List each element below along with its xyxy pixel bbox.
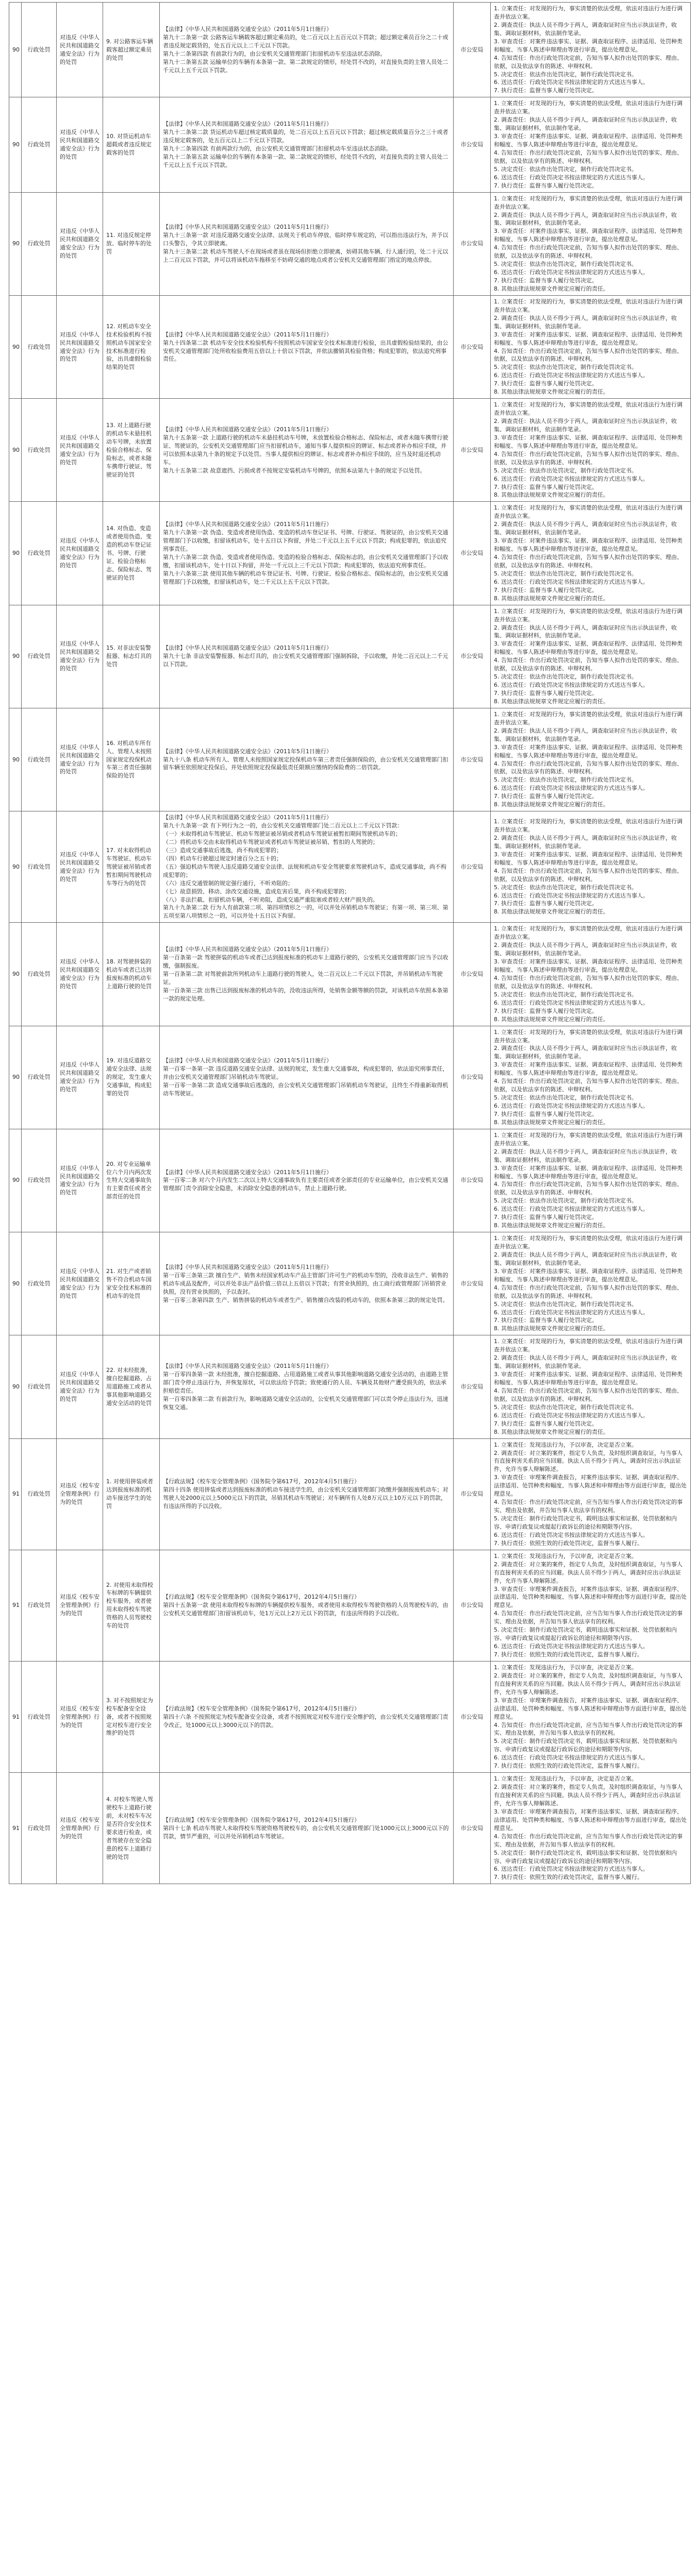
responsible-department: 市公安局 [454, 1438, 491, 1550]
legal-basis: 【法律】《中华人民共和国道路交通安全法》（2011年5月1日施行） 第九十六条第一款 伪造、变造或者使用伪造、变造的机动车登记证书、号牌、行驶证、驾驶证的，由公安机关交通管理部门予以收缴，扣留该机动车，处十五日以下拘留，并处二千元以上五千元以下罚款；构成犯罪的，依法追究刑事责任。 第九十六条第二款 伪造、变造或者使用伪造、变造的检验合格标志、保险标志的，由公安机关交通管理部门予以收缴，扣留该机动车，处十日以下拘留，并处一千元以上三千元以下罚款；构成犯罪的，依法追究刑事责任。 第九十六条第三款 使用其他车辆的机动车登记证书、号牌、行驶证、检验合格标志、保险标志的，由公安机关交通管理部门予以收缴，扣留该机动车，处二千元以上五千元以下罚款。 [160, 502, 454, 605]
legal-basis: 【法律】《中华人民共和国道路交通安全法》（2011年5月1日施行） 第一百零一条第一款 违反道路交通安全法律、法规的规定，发生重大交通事故，构成犯罪的，依法追究刑事责任，并由公安机关交通管理部门吊销机动车驾驶证。 第一百零一条第二款 造成交通事故后逃逸的，由公安机关交通管理部门吊销机动车驾驶证，且终生不得重新取得机动车驾驶证。 [160, 1026, 454, 1129]
table-row [9, 3, 691, 97]
power-name: 对违反《校车安全管理条例》行为的处罚 [57, 1773, 103, 1884]
row-number: 90 [9, 811, 22, 923]
table-row [9, 295, 691, 398]
row-number: 90 [9, 399, 22, 502]
row-number: 91 [9, 1550, 22, 1661]
sub-item: 19. 对违反道路交通安全法律、法规的规定，发生重大交通事故，构成犯罪的处罚 [103, 1026, 160, 1129]
row-number: 90 [9, 1129, 22, 1232]
table-row [9, 605, 691, 708]
sub-item: 13. 对上道路行驶的机动车未悬挂机动车号牌，未放置检验合格标志、保险标志，或者未随车携带行驶证、驾驶证的处罚 [103, 399, 160, 502]
power-type: 行政处罚 [22, 1661, 57, 1772]
duty-items: 1. 立案责任：对发现的行为，事实清楚的依法受理，依法对违法行为进行调查并依法立案。 2. 调查责任：执法人员不得少于两人，调查取证时应当出示执法证件，收集、调取证据材料，依法制作笔录。 3. 审查责任：对案件违法事实、证据、调查取证程序、法律适用、处罚种类和幅度、当事人陈述申辩理由等进行审查，提出处理意见。 4. 告知责任：作出行政处罚决定前，告知当事人拟作出处罚的事实、理由、依据，以及依法享有的陈述、申辩权利。 5. 决定责任：依法作出处罚决定，制作行政处罚决定书。 6. 送达责任：行政处罚决定书按法律规定的方式送达当事人。 7. 执行责任：监督当事人履行处罚决定。 8. 其他法律法规规章文件规定应履行的责任。 [491, 605, 691, 708]
duty-items: 1. 立案责任：发现违法行为，予以审查，决定是否立案。 2. 调查责任：对立案的案件，指定专人负责，及时组织调查取证，与当事人有直接利害关系的应当回避。执法人员不得少于两人，调查时应出示执法证件，允许当事人辩解陈述。 3. 审查责任：审理案件调查报告，对案件违法事实、证据、调查取证程序、法律适用、处罚种类和幅度、当事人陈述和申辩理由等方面进行审查，提出处理意见。 4. 告知责任：作出行政处罚决定前，应当告知当事人作出行政处罚决定的事实、理由及依据，并告知当事人依法享有的权利。 5. 决定责任：制作行政处罚决定书，载明违法事实和证据、处罚依据和内容、申请行政复议或提起行政诉讼的途径和期限等内容。 6. 送达责任：行政处罚决定书按法律规定的方式送达当事人。 7. 执行责任：依照生效的行政处罚决定，监督当事人履行。 [491, 1550, 691, 1661]
responsible-department: 市公安局 [454, 3, 491, 97]
power-name: 对违反《中华人民共和国道路交通安全法》行为的处罚 [57, 1129, 103, 1232]
power-name: 对违反《中华人民共和国道路交通安全法》行为的处罚 [57, 708, 103, 811]
legal-basis: 【行政法规】《校车安全管理条例》（国务院令第617号，2012年4月5日施行） 第四十七条 机动车驾驶人未取得校车驾驶资格驾驶校车的，由公安机关交通管理部门处1000元以上3000元以下的罚款，情节严重的，可以并处吊销机动车驾驶证。 [160, 1773, 454, 1884]
power-type: 行政处罚 [22, 3, 57, 97]
power-name: 对违反《中华人民共和国道路交通安全法》行为的处罚 [57, 97, 103, 192]
duty-items: 1. 立案责任：对发现的行为，事实清楚的依法受理，依法对违法行为进行调查并依法立案。 2. 调查责任：执法人员不得少于两人，调查取证时应当出示执法证件，收集、调取证据材料，依法制作笔录。 3. 审查责任：对案件违法事实、证据、调查取证程序、法律适用、处罚种类和幅度、当事人陈述申辩理由等进行审查，提出处理意见。 4. 告知责任：作出行政处罚决定前，告知当事人拟作出处罚的事实、理由、依据，以及依法享有的陈述、申辩权利。 5. 决定责任：依法作出处罚决定，制作行政处罚决定书。 6. 送达责任：行政处罚决定书按法律规定的方式送达当事人。 7. 执行责任：监督当事人履行处罚决定。 8. 其他法律法规规章文件规定应履行的责任。 [491, 1129, 691, 1232]
sub-item: 21. 对生产或者销售不符合机动车国家安全技术标准的机动车的处罚 [103, 1232, 160, 1335]
power-type: 行政处罚 [22, 295, 57, 398]
legal-basis: 【法律】《中华人民共和国道路交通安全法》（2011年5月1日施行） 第九十三条第一款 对违反道路交通安全法律、法规关于机动车停放、临时停车规定的，可以指出违法行为，并予以口头警告，令其立即驶离。 第九十三条第二款 机动车驾驶人不在现场或者虽在现场但拒绝立即驶离，妨碍其他车辆、行人通行的，处二十元以上二百元以下罚款，并可以将该机动车拖移至不妨碍交通的地点或者公安机关交通管理部门指定的地点停放。 [160, 192, 454, 295]
row-number: 90 [9, 923, 22, 1026]
duty-items: 1. 立案责任：对发现的行为，事实清楚的依法受理，依法对违法行为进行调查并依法立案。 2. 调查责任：执法人员不得少于两人，调查取证时应当出示执法证件，收集、调取证据材料，依法制作笔录。 3. 审查责任：对案件违法事实、证据、调查取证程序、法律适用、处罚种类和幅度、当事人陈述申辩理由等进行审查，提出处理意见。 4. 告知责任：作出行政处罚决定前，告知当事人拟作出处罚的事实、理由、依据，以及依法享有的陈述、申辩权利。 5. 决定责任：依法作出处罚决定，制作行政处罚决定书。 6. 送达责任：行政处罚决定书按法律规定的方式送达当事人。 7. 执行责任：监督当事人履行处罚决定。 8. 其他法律法规规章文件规定应履行的责任。 [491, 295, 691, 398]
row-number: 90 [9, 3, 22, 97]
sub-item: 3. 对不按照规定为校车配备安全设备，或者不按照规定对校车进行安全维护的处罚 [103, 1661, 160, 1772]
duty-items: 1. 立案责任：对发现的行为，事实清楚的依法受理，依法对违法行为进行调查并依法立案。 2. 调查责任：执法人员不得少于两人，调查取证时应当出示执法证件，收集、调取证据材料，依法制作笔录。 3. 审查责任：对案件违法事实、证据、调查取证程序、法律适用、处罚种类和幅度、当事人陈述申辩理由等进行审查，提出处理意见。 4. 告知责任：作出行政处罚决定前，告知当事人拟作出处罚的事实、理由、依据，以及依法享有的陈述、申辩权利。 5. 决定责任：依法作出处罚决定，制作行政处罚决定书。 6. 送达责任：行政处罚决定书按法律规定的方式送达当事人。 7. 执行责任：监督当事人履行处罚决定。 8. 其他法律法规规章文件规定应履行的责任。 [491, 1026, 691, 1129]
responsible-department: 市公安局 [454, 502, 491, 605]
duty-items: 1. 立案责任：发现违法行为，予以审查，决定是否立案。 2. 调查责任：对立案的案件，指定专人负责，及时组织调查取证，与当事人有直接利害关系的应当回避。执法人员不得少于两人，调查时应出示执法证件，允许当事人辩解陈述。 3. 审查责任：审理案件调查报告，对案件违法事实、证据、调查取证程序、法律适用、处罚种类和幅度、当事人陈述和申辩理由等方面进行审查，提出处理意见。 4. 告知责任：作出行政处罚决定前，应当告知当事人作出行政处罚决定的事实、理由及依据，并告知当事人依法享有的权利。 5. 决定责任：制作行政处罚决定书，载明违法事实和证据、处罚依据和内容、申请行政复议或提起行政诉讼的途径和期限等内容。 6. 送达责任：行政处罚决定书按法律规定的方式送达当事人。 7. 执行责任：依照生效的行政处罚决定，监督当事人履行。 [491, 1438, 691, 1550]
legal-basis: 【法律】《中华人民共和国道路交通安全法》（2011年5月1日施行） 第九十四条第二款 机动车安全技术检验机构不按照机动车国家安全技术标准进行检验，出具虚假检验结果的，由公安机关交通管理部门处所收检验费用五倍以上十倍以下罚款，并依法撤销其检验资格；构成犯罪的，依法追究刑事责任。 [160, 295, 454, 398]
legal-basis: 【法律】《中华人民共和国道路交通安全法》（2011年5月1日施行） 第一百零二条 对六个月内发生二次以上特大交通事故负有主要责任或者全部责任的专业运输单位，由公安机关交通管理部门责令消除安全隐患，未消除安全隐患的机动车，禁止上道路行驶。 [160, 1129, 454, 1232]
duty-items: 1. 立案责任：对发现的行为，事实清楚的依法受理，依法对违法行为进行调查并依法立案。 2. 调查责任：执法人员不得少于两人，调查取证时应当出示执法证件，收集、调取证据材料，依法制作笔录。 3. 审查责任：对案件违法事实、证据、调查取证程序、法律适用、处罚种类和幅度、当事人陈述申辩理由等进行审查，提出处理意见。 4. 告知责任：作出行政处罚决定前，告知当事人拟作出处罚的事实、理由、依据，以及依法享有的陈述、申辩权利。 5. 决定责任：依法作出处罚决定，制作行政处罚决定书。 6. 送达责任：行政处罚决定书按法律规定的方式送达当事人。 7. 执行责任：监督当事人履行处罚决定。 8. 其他法律法规规章文件规定应履行的责任。 [491, 399, 691, 502]
row-number: 90 [9, 502, 22, 605]
sub-item: 15. 对非法安装警报器、标志灯具的处罚 [103, 605, 160, 708]
responsible-department: 市公安局 [454, 1661, 491, 1772]
table-row [9, 708, 691, 811]
power-type: 行政处罚 [22, 399, 57, 502]
legal-basis: 【法律】《中华人民共和国道路交通安全法》（2011年5月1日施行） 第九十二条第一款 公路客运车辆载客超过额定乘员的，处二百元以上五百元以下罚款；超过额定乘员百分之二十或者违反规定载货的，处五百元以上二千元以下罚款。 第九十二条第四款 有前款行为的，由公安机关交通管理部门扣留机动车至违法状态消除。 第九十二条第五款 运输单位的车辆有本条第一款、第二款规定的情形，经处罚不改的，对直接负责的主管人员处二千元以上五千元以下罚款。 [160, 3, 454, 97]
responsible-department: 市公安局 [454, 605, 491, 708]
sub-item: 22. 对未经批准，擅自挖掘道路、占用道路施工或者从事其他影响道路交通安全活动的处罚 [103, 1335, 160, 1438]
legal-basis: 【法律】《中华人民共和国道路交通安全法》（2011年5月1日施行） 第九十七条 非法安装警报器、标志灯具的，由公安机关交通管理部门强制拆除，予以收缴，并处二百元以上二千元以下罚款。 [160, 605, 454, 708]
power-type: 行政处罚 [22, 708, 57, 811]
responsible-department: 市公安局 [454, 1550, 491, 1661]
table-row [9, 502, 691, 605]
power-type: 行政处罚 [22, 1026, 57, 1129]
duty-items: 1. 立案责任：对发现的行为，事实清楚的依法受理，依法对违法行为进行调查并依法立案。 2. 调查责任：执法人员不得少于两人，调查取证时应当出示执法证件，收集、调取证据材料，依法制作笔录。 3. 审查责任：对案件违法事实、证据、调查取证程序、法律适用、处罚种类和幅度、当事人陈述申辩理由等进行审查，提出处理意见。 4. 告知责任：作出行政处罚决定前，告知当事人拟作出处罚的事实、理由、依据，以及依法享有的陈述、申辩权利。 5. 决定责任：依法作出处罚决定，制作行政处罚决定书。 6. 送达责任：行政处罚决定书按法律规定的方式送达当事人。 7. 执行责任：监督当事人履行处罚决定。 8. 其他法律法规规章文件规定应履行的责任。 [491, 1335, 691, 1438]
legal-basis: 【法律】《中华人民共和国道路交通安全法》（2011年5月1日施行） 第九十五条第一款 上道路行驶的机动车未悬挂机动车号牌，未放置检验合格标志、保险标志，或者未随车携带行驶证、驾驶证的，公安机关交通管理部门应当扣留机动车，通知当事人提供相应的牌证、标志或者补办相应手续，并可以依照本法第九十条的规定予以处罚。当事人提供相应的牌证、标志或者补办相应手续的，应当及时退还机动车。 第九十五条第二款 故意遮挡、污损或者不按规定安装机动车号牌的，依照本法第九十条的规定予以处罚。 [160, 399, 454, 502]
row-number: 90 [9, 708, 22, 811]
sub-item: 12. 对机动车安全技术检验机构不按照机动车国家安全技术标准进行检验，出具虚假检验结果的处罚 [103, 295, 160, 398]
duty-items: 1. 立案责任：对发现的行为，事实清楚的依法受理，依法对违法行为进行调查并依法立案。 2. 调查责任：执法人员不得少于两人，调查取证时应当出示执法证件，收集、调取证据材料，依法制作笔录。 3. 审查责任：对案件违法事实、证据、调查取证程序、法律适用、处罚种类和幅度、当事人陈述申辩理由等进行审查，提出处理意见。 4. 告知责任：作出行政处罚决定前，告知当事人拟作出处罚的事实、理由、依据，以及依法享有的陈述、申辩权利。 5. 决定责任：依法作出处罚决定，制作行政处罚决定书。 6. 送达责任：行政处罚决定书按法律规定的方式送达当事人。 7. 执行责任：监督当事人履行处罚决定。 8. 其他法律法规规章文件规定应履行的责任。 [491, 923, 691, 1026]
power-type: 行政处罚 [22, 811, 57, 923]
power-name: 对违反《校车安全管理条例》行为的处罚 [57, 1438, 103, 1550]
table-row [9, 192, 691, 295]
power-type: 行政处罚 [22, 1773, 57, 1884]
table-row [9, 1661, 691, 1772]
power-name: 对违反《中华人民共和国道路交通安全法》行为的处罚 [57, 811, 103, 923]
table-body [9, 3, 691, 1884]
table-row [9, 1773, 691, 1884]
responsible-department: 市公安局 [454, 708, 491, 811]
sub-item: 11. 对违反规定停放、临时停车的处罚 [103, 192, 160, 295]
duty-items: 1. 立案责任：对发现的行为，事实清楚的依法受理，依法对违法行为进行调查并依法立案。 2. 调查责任：执法人员不得少于两人，调查取证时应当出示执法证件，收集、调取证据材料，依法制作笔录。 3. 审查责任：对案件违法事实、证据、调查取证程序、法律适用、处罚种类和幅度、当事人陈述申辩理由等进行审查，提出处理意见。 4. 告知责任：作出行政处罚决定前，告知当事人拟作出处罚的事实、理由、依据，以及依法享有的陈述、申辩权利。 5. 决定责任：依法作出处罚决定，制作行政处罚决定书。 6. 送达责任：行政处罚决定书按法律规定的方式送达当事人。 7. 执行责任：监督当事人履行处罚决定。 8. 其他法律法规规章文件规定应履行的责任。 [491, 708, 691, 811]
legal-basis: 【法律】《中华人民共和国道路交通安全法》（2011年5月1日施行） 第一百条第一款 驾驶拼装的机动车或者已达到报废标准的机动车上道路行驶的，公安机关交通管理部门应当予以收缴，强制报废。 第一百条第二款 对驾驶前款所列机动车上道路行驶的驾驶人，处二百元以上二千元以下罚款，并吊销机动车驾驶证。 第一百条第三款 出售已达到报废标准的机动车的，没收违法所得，处销售金额等额的罚款，对该机动车依照本条第一款的规定处理。 [160, 923, 454, 1026]
power-type: 行政处罚 [22, 1232, 57, 1335]
power-type: 行政处罚 [22, 1129, 57, 1232]
legal-basis: 【法律】《中华人民共和国道路交通安全法》（2011年5月1日施行） 第九十八条 机动车所有人、管理人未按照国家规定投保机动车第三者责任强制保险的，由公安机关交通管理部门扣留车辆至依照规定投保后，并处依照规定投保最低责任限额应缴纳的保险费的二倍罚款。 [160, 708, 454, 811]
power-name: 对违反《中华人民共和国道路交通安全法》行为的处罚 [57, 399, 103, 502]
row-number: 91 [9, 1773, 22, 1884]
duty-items: 1. 立案责任：发现违法行为，予以审查，决定是否立案。 2. 调查责任：对立案的案件，指定专人负责，及时组织调查取证，与当事人有直接利害关系的应当回避。执法人员不得少于两人，调查时应出示执法证件，允许当事人辩解陈述。 3. 审查责任：审理案件调查报告，对案件违法事实、证据、调查取证程序、法律适用、处罚种类和幅度、当事人陈述和申辩理由等方面进行审查，提出处理意见。 4. 告知责任：作出行政处罚决定前，应当告知当事人作出行政处罚决定的事实、理由及依据，并告知当事人依法享有的权利。 5. 决定责任：制作行政处罚决定书，载明违法事实和证据、处罚依据和内容、申请行政复议或提起行政诉讼的途径和期限等内容。 6. 送达责任：行政处罚决定书按法律规定的方式送达当事人。 7. 执行责任：依照生效的行政处罚决定，监督当事人履行。 [491, 1661, 691, 1772]
row-number: 90 [9, 1026, 22, 1129]
responsible-department: 市公安局 [454, 399, 491, 502]
responsible-department: 市公安局 [454, 1026, 491, 1129]
row-number: 90 [9, 295, 22, 398]
power-name: 对违反《校车安全管理条例》行为的处罚 [57, 1661, 103, 1772]
power-type: 行政处罚 [22, 605, 57, 708]
power-name: 对违反《中华人民共和国道路交通安全法》行为的处罚 [57, 923, 103, 1026]
power-type: 行政处罚 [22, 1438, 57, 1550]
sub-item: 18. 对驾驶拼装的机动车或者已达到报废标准的机动车上道路行驶的处罚 [103, 923, 160, 1026]
responsible-department: 市公安局 [454, 1129, 491, 1232]
responsible-department: 市公安局 [454, 923, 491, 1026]
power-type: 行政处罚 [22, 502, 57, 605]
power-type: 行政处罚 [22, 192, 57, 295]
sub-item: 20. 对专业运输单位六个月内两次发生特大交通事故负有主要责任或者全部责任的处罚 [103, 1129, 160, 1232]
power-name: 对违反《中华人民共和国道路交通安全法》行为的处罚 [57, 502, 103, 605]
row-number: 90 [9, 1335, 22, 1438]
row-number: 90 [9, 192, 22, 295]
sub-item: 14. 对伪造、变造或者使用伪造、变造的机动车登记证书、号牌、行驶证、检验合格标志、保险标志、驾驶证的处罚 [103, 502, 160, 605]
row-number: 90 [9, 97, 22, 192]
table-row [9, 923, 691, 1026]
sub-item: 4. 对校车驾驶人驾驶校车上道路行驶前，未对校车车况是否符合安全技术要求进行检查，或者驾驶存在安全隐患的校车上道路行驶的处罚 [103, 1773, 160, 1884]
power-name: 对违反《中华人民共和国道路交通安全法》行为的处罚 [57, 1026, 103, 1129]
responsible-department: 市公安局 [454, 295, 491, 398]
sub-item: 1. 对使用拼装或者达到报废标准的机动车接送学生的处罚 [103, 1438, 160, 1550]
authority-table [9, 2, 691, 1884]
responsible-department: 市公安局 [454, 811, 491, 923]
legal-basis: 【行政法规】《校车安全管理条例》（国务院令第617号，2012年4月5日施行） 第四十五条第一款 使用未取得校车标牌的车辆提供校车服务，或者使用未取得校车驾驶资格的人员驾驶校车的，由公安机关交通管理部门扣留该机动车，处1万元以上2万元以下的罚款，有违法所得的予以没收。 [160, 1550, 454, 1661]
power-name: 对违反《校车安全管理条例》行为的处罚 [57, 1550, 103, 1661]
table-row [9, 1232, 691, 1335]
row-number: 90 [9, 605, 22, 708]
responsible-department: 市公安局 [454, 97, 491, 192]
duty-items: 1. 立案责任：对发现的行为，事实清楚的依法受理，依法对违法行为进行调查并依法立案。 2. 调查责任：执法人员不得少于两人，调查取证时应当出示执法证件，收集、调取证据材料，依法制作笔录。 3. 审查责任：对案件违法事实、证据、调查取证程序、法律适用、处罚种类和幅度、当事人陈述申辩理由等进行审查，提出处理意见。 4. 告知责任：作出行政处罚决定前，告知当事人拟作出处罚的事实、理由、依据，以及依法享有的陈述、申辩权利。 5. 决定责任：依法作出处罚决定，制作行政处罚决定书。 6. 送达责任：行政处罚决定书按法律规定的方式送达当事人。 7. 执行责任：监督当事人履行处罚决定。 [491, 97, 691, 192]
legal-basis: 【法律】《中华人民共和国道路交通安全法》（2011年5月1日施行） 第一百零四条第一款 未经批准，擅自挖掘道路、占用道路施工或者从事其他影响道路交通安全活动的，由道路主管部门责令停止违法行为，并恢复原状，可以依法给予罚款；致使通行的人员、车辆及其他财产遭受损失的，依法承担赔偿责任。 第一百零四条第二款 有前款行为，影响道路交通安全活动的，公安机关交通管理部门可以责令停止违法行为，迅速恢复交通。 [160, 1335, 454, 1438]
table-row [9, 1026, 691, 1129]
sub-item: 17. 对未取得机动车驾驶证、机动车驾驶证被吊销或者暂扣期间驾驶机动车等行为的处罚 [103, 811, 160, 923]
power-type: 行政处罚 [22, 97, 57, 192]
table-row [9, 811, 691, 923]
power-type: 行政处罚 [22, 1335, 57, 1438]
sub-item: 16. 对机动车所有人、管理人未按照国家规定投保机动车第三者责任强制保险的处罚 [103, 708, 160, 811]
sub-item: 9. 对公路客运车辆载客超过额定乘员的处罚 [103, 3, 160, 97]
power-name: 对违反《中华人民共和国道路交通安全法》行为的处罚 [57, 1335, 103, 1438]
power-name: 对违反《中华人民共和国道路交通安全法》行为的处罚 [57, 192, 103, 295]
duty-items: 1. 立案责任：发现违法行为，予以审查，决定是否立案。 2. 调查责任：对立案的案件，指定专人负责，及时组织调查取证，与当事人有直接利害关系的应当回避。执法人员不得少于两人，调查时应出示执法证件，允许当事人辩解陈述。 3. 审查责任：审理案件调查报告，对案件违法事实、证据、调查取证程序、法律适用、处罚种类和幅度、当事人陈述和申辩理由等方面进行审查，提出处理意见。 4. 告知责任：作出行政处罚决定前，应当告知当事人作出行政处罚决定的事实、理由及依据，并告知当事人依法享有的权利。 5. 决定责任：制作行政处罚决定书，载明违法事实和证据、处罚依据和内容、申请行政复议或提起行政诉讼的途径和期限等内容。 6. 送达责任：行政处罚决定书按法律规定的方式送达当事人。 7. 执行责任：依照生效的行政处罚决定，监督当事人履行。 [491, 1773, 691, 1884]
legal-basis: 【行政法规】《校车安全管理条例》（国务院令第617号，2012年4月5日施行） 第四十四条 使用拼装或者达到报废标准的机动车接送学生的，由公安机关交通管理部门收缴并强制报废机动车；对驾驶人处2000元以上5000元以下的罚款，吊销其机动车驾驶证；对车辆所有人处8万元以上10万元以下的罚款，有违法所得的予以没收。 [160, 1438, 454, 1550]
legal-basis: 【法律】《中华人民共和国道路交通安全法》（2011年5月1日施行） 第一百零三条第三款 擅自生产、销售未经国家机动车产品主管部门许可生产的机动车型的，没收非法生产、销售的机动车成品及配件，可以并处非法产品价值三倍以上五倍以下罚款；有营业执照的，由工商行政管理部门吊销营业执照，没有营业执照的，予以查封。 第一百零三条第四款 生产、销售拼装的机动车或者生产、销售擅自改装的机动车的，依照本条第三款的规定处罚。 [160, 1232, 454, 1335]
responsible-department: 市公安局 [454, 1773, 491, 1884]
duty-items: 1. 立案责任：对发现的行为，事实清楚的依法受理，依法对违法行为进行调查并依法立案。 2. 调查责任：执法人员不得少于两人，调查取证时应当出示执法证件，收集、调取证据材料，依法制作笔录。 3. 审查责任：对案件违法事实、证据、调查取证程序、法律适用、处罚种类和幅度、当事人陈述申辩理由等进行审查，提出处理意见。 4. 告知责任：作出行政处罚决定前，告知当事人拟作出处罚的事实、理由、依据，以及依法享有的陈述、申辩权利。 5. 决定责任：依法作出处罚决定，制作行政处罚决定书。 6. 送达责任：行政处罚决定书按法律规定的方式送达当事人。 7. 执行责任：监督当事人履行处罚决定。 8. 其他法律法规规章文件规定应履行的责任。 [491, 1232, 691, 1335]
duty-items: 1. 立案责任：对发现的行为，事实清楚的依法受理，依法对违法行为进行调查并依法立案。 2. 调查责任：执法人员不得少于两人，调查取证时应当出示执法证件，收集、调取证据材料，依法制作笔录。 3. 审查责任：对案件违法事实、证据、调查取证程序、法律适用、处罚种类和幅度、当事人陈述申辩理由等进行审查，提出处理意见。 4. 告知责任：作出行政处罚决定前，告知当事人拟作出处罚的事实、理由、依据，以及依法享有的陈述、申辩权利。 5. 决定责任：依法作出处罚决定，制作行政处罚决定书。 6. 送达责任：行政处罚决定书按法律规定的方式送达当事人。 7. 执行责任：监督当事人履行处罚决定。 [491, 3, 691, 97]
legal-basis: 【行政法规】《校车安全管理条例》（国务院令第617号，2012年4月5日施行） 第四十六条 不按照规定为校车配备安全设备，或者不按照规定对校车进行安全维护的，由公安机关交通管理部门责令改正，处1000元以上3000元以下的罚款。 [160, 1661, 454, 1772]
duty-items: 1. 立案责任：对发现的行为，事实清楚的依法受理，依法对违法行为进行调查并依法立案。 2. 调查责任：执法人员不得少于两人，调查取证时应当出示执法证件，收集、调取证据材料，依法制作笔录。 3. 审查责任：对案件违法事实、证据、调查取证程序、法律适用、处罚种类和幅度、当事人陈述申辩理由等进行审查，提出处理意见。 4. 告知责任：作出行政处罚决定前，告知当事人拟作出处罚的事实、理由、依据，以及依法享有的陈述、申辩权利。 5. 决定责任：依法作出处罚决定，制作行政处罚决定书。 6. 送达责任：行政处罚决定书按法律规定的方式送达当事人。 7. 执行责任：监督当事人履行处罚决定。 8. 其他法律法规规章文件规定应履行的责任。 [491, 502, 691, 605]
legal-basis: 【法律】《中华人民共和国道路交通安全法》（2011年5月1日施行） 第九十九条第一款 有下列行为之一的，由公安机关交通管理部门处二百元以上二千元以下罚款： （一）未取得机动车驾驶证、机动车驾驶证被吊销或者机动车驾驶证被暂扣期间驾驶机动车的； （二）将机动车交由未取得机动车驾驶证或者机动车驾驶证被吊销、暂扣的人驾驶的； （三）造成交通事故后逃逸，尚不构成犯罪的； （四）机动车行驶超过规定时速百分之五十的； （五）强迫机动车驾驶人违反道路交通安全法律、法规和机动车安全驾驶要求驾驶机动车，造成交通事故，尚不构成犯罪的； （六）违反交通管制的规定强行通行，不听劝阻的； （七）故意损毁、移动、涂改交通设施，造成危害后果，尚不构成犯罪的； （八）非法拦截、扣留机动车辆，不听劝阻，造成交通严重阻塞或者较大财产损失的。 第九十九条第二款 行为人有前款第二项、第四项情形之一的，可以并处吊销机动车驾驶证；有第一项、第三项、第五项至第八项情形之一的，可以并处十五日以下拘留。 [160, 811, 454, 923]
table-row [9, 1335, 691, 1438]
sub-item: 10. 对货运机动车超载或者违反规定载客的处罚 [103, 97, 160, 192]
responsible-department: 市公安局 [454, 1232, 491, 1335]
row-number: 90 [9, 1232, 22, 1335]
power-type: 行政处罚 [22, 1550, 57, 1661]
power-name: 对违反《中华人民共和国道路交通安全法》行为的处罚 [57, 3, 103, 97]
responsible-department: 市公安局 [454, 192, 491, 295]
table-row [9, 1438, 691, 1550]
responsible-department: 市公安局 [454, 1335, 491, 1438]
table-row [9, 399, 691, 502]
duty-items: 1. 立案责任：对发现的行为，事实清楚的依法受理，依法对违法行为进行调查并依法立案。 2. 调查责任：执法人员不得少于两人，调查取证时应当出示执法证件，收集、调取证据材料，依法制作笔录。 3. 审查责任：对案件违法事实、证据、调查取证程序、法律适用、处罚种类和幅度、当事人陈述申辩理由等进行审查，提出处理意见。 4. 告知责任：作出行政处罚决定前，告知当事人拟作出处罚的事实、理由、依据，以及依法享有的陈述、申辩权利。 5. 决定责任：依法作出处罚决定，制作行政处罚决定书。 6. 送达责任：行政处罚决定书按法律规定的方式送达当事人。 7. 执行责任：监督当事人履行处罚决定。 8. 其他法律法规规章文件规定应履行的责任。 [491, 811, 691, 923]
table-row [9, 1129, 691, 1232]
row-number: 91 [9, 1438, 22, 1550]
row-number: 91 [9, 1661, 22, 1772]
legal-basis: 【法律】《中华人民共和国道路交通安全法》（2011年5月1日施行） 第九十二条第二款 货运机动车超过核定载质量的，处二百元以上五百元以下罚款；超过核定载质量百分之三十或者违反规定载客的，处五百元以上二千元以下罚款。 第九十二条第四款 有前两款行为的，由公安机关交通管理部门扣留机动车至违法状态消除。 第九十二条第五款 运输单位的车辆有本条第一款、第二款规定的情形，经处罚不改的，对直接负责的主管人员处二千元以上五千元以下罚款。 [160, 97, 454, 192]
power-name: 对违反《中华人民共和国道路交通安全法》行为的处罚 [57, 1232, 103, 1335]
power-name: 对违反《中华人民共和国道路交通安全法》行为的处罚 [57, 605, 103, 708]
sub-item: 2. 对使用未取得校车标牌的车辆提供校车服务，或者使用未取得校车驾驶资格的人员驾驶校车的处罚 [103, 1550, 160, 1661]
table-row [9, 97, 691, 192]
table-row [9, 1550, 691, 1661]
power-type: 行政处罚 [22, 923, 57, 1026]
duty-items: 1. 立案责任：对发现的行为，事实清楚的依法受理，依法对违法行为进行调查并依法立案。 2. 调查责任：执法人员不得少于两人，调查取证时应当出示执法证件，收集、调取证据材料，依法制作笔录。 3. 审查责任：对案件违法事实、证据、调查取证程序、法律适用、处罚种类和幅度、当事人陈述申辩理由等进行审查，提出处理意见。 4. 告知责任：作出行政处罚决定前，告知当事人拟作出处罚的事实、理由、依据，以及依法享有的陈述、申辩权利。 5. 决定责任：依法作出处罚决定，制作行政处罚决定书。 6. 送达责任：行政处罚决定书按法律规定的方式送达当事人。 7. 执行责任：监督当事人履行处罚决定。 8. 其他法律法规规章文件规定应履行的责任。 [491, 192, 691, 295]
power-name: 对违反《中华人民共和国道路交通安全法》行为的处罚 [57, 295, 103, 398]
